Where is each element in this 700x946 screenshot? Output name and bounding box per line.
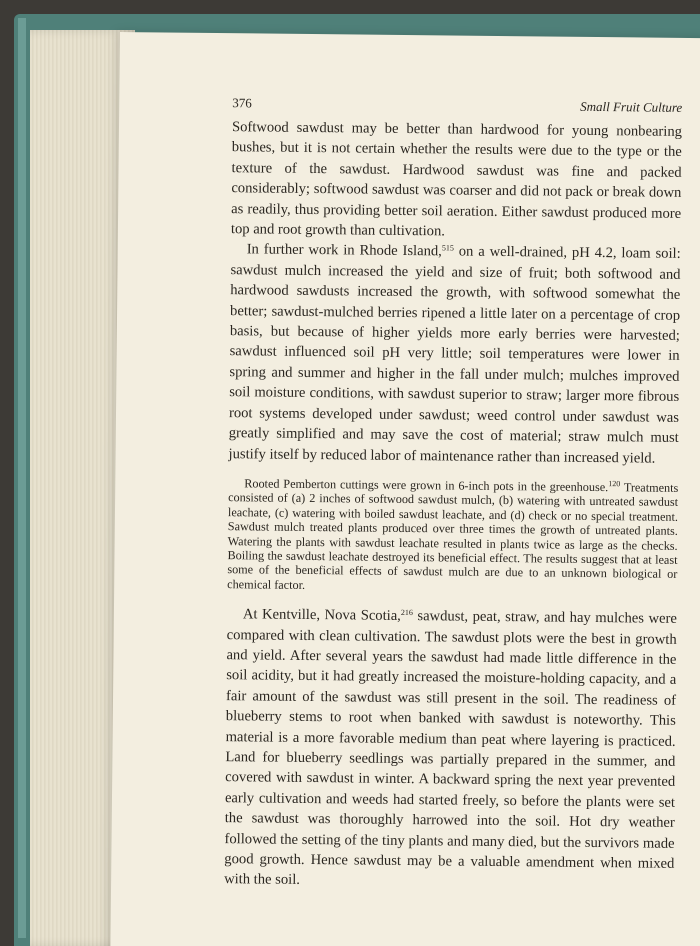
paragraph-rhode-island (228, 240, 680, 469)
cover-edge (18, 18, 26, 938)
paragraph-kentville (224, 604, 677, 894)
paragraph-text: on a well-drained, pH 4.2, loam soil: sawdust mulch increased the yield and size of fruit; both softwood and hardwood sawdusts increased the growth, with softwood somewhat the better; sawdust-mulched berries ripened a little later on a percentage of crop basis, but because of higher yields more early berries were harvested; sawdust influenced soil pH very little; soil temperatures were lower in spring and summer and higher in the fall under mulch; mulches improved soil moisture conditions, with sawdust superior to straw; larger more fibrous root systems developed under sawdust; weed control under sawdust was greatly simplified and may save the cost of material; straw mulch must justify itself by reduced labor of maintenance rather than increased yield. (228, 243, 681, 467)
reference-number: 515 (441, 243, 454, 253)
reference-number: 216 (400, 608, 413, 618)
paragraph-text: Treatments consisted of (a) 2 inches of softwood sawdust mulch, (b) watering with untreated sawdust leachate, (c) watering with boiled sawdust leachate, and (d) check or no special treatment. Sawdust mulch treated plants produced over three times the growth of untreated plants. Watering the plants with sawdust leachate resulted in plants twice as large as the checks. Boiling the sawdust leachate destroyed its beneficial effect. The results suggest that at least some of the beneficial effects of sawdust mulch are due to an unknown biological or chemical factor. (227, 480, 679, 592)
book-page (110, 32, 700, 946)
page-content (224, 95, 682, 895)
paragraph-text: sawdust, peat, straw, and hay mulches were compared with clean cultivation. The sawdust plots were the best in growth and yield. After several years the sawdust had made little difference in the soil acidity, but it had greatly increased the moisture-holding capacity, and a fair amount of the sawdust was still present in the soil. The readiness of blueberry stems to root when banked with sawdust is noteworthy. This material is a more favorable medium than peat where layering is practiced. Land for blueberry seedlings was partially prepared in the summer, and covered with sawdust in winter. A backward spring the next year prevented early cultivation and weeds had started freely, so before the plants were set the sawdust was thoroughly harrowed into the soil. Hot dry weather followed the setting of the tiny plants and many died, but the survivors made good growth. Hence sawdust may be a valuable amendment when mixed with the soil. (224, 608, 677, 889)
running-head: Small Fruit Culture (580, 98, 683, 115)
paragraph-text: In further work in Rhode Island, (246, 241, 442, 260)
paragraph-softwood-sawdust: Softwood sawdust may be better than hardwood for young nonbearing bushes, but it is not certain whether the results were due to the type or the texture of the sawdust. Hardwood sawdust was fine and packed considerably; softwood sawdust was coarser and did not pack or break down as readily, thus providing better soil aeration. Either sawdust produced more top and root growth than cultivation. (230, 119, 683, 240)
paragraph-text: At Kentville, Nova Scotia, (242, 606, 401, 625)
paragraph-pemberton-experiment (227, 476, 678, 596)
reference-number: 120 (608, 479, 621, 489)
paragraph-text: Rooted Pemberton cuttings were grown in 6-inch pots in the greenhouse. (244, 476, 609, 495)
page-number: 376 (232, 95, 252, 111)
page-header (232, 95, 682, 116)
